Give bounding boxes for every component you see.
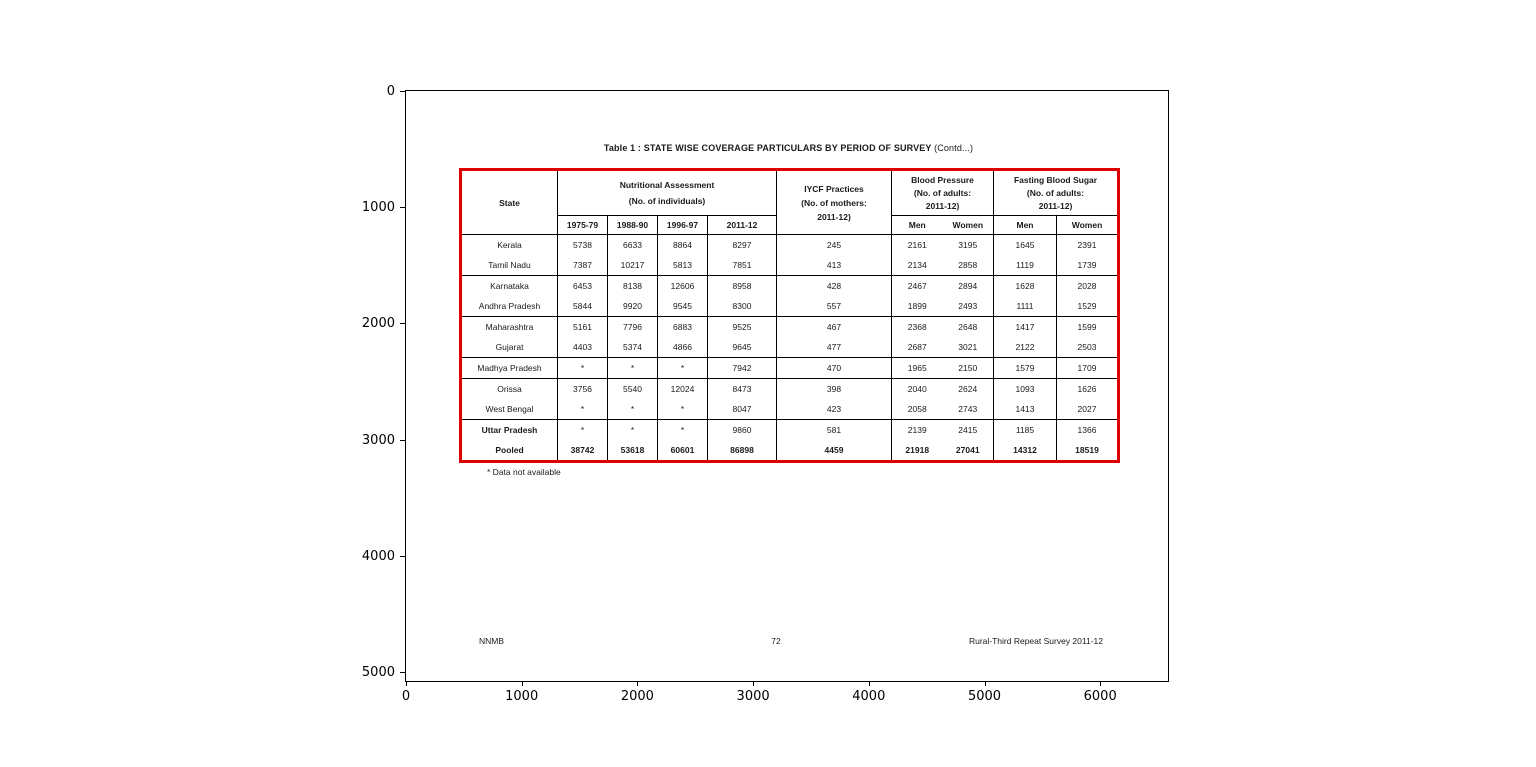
cell-2011-12: 8958 (708, 276, 777, 297)
cell-1975-79: 5161 (558, 317, 608, 338)
y-tick-label: 5000 (361, 665, 395, 680)
cell-bp-women: 3021 (958, 342, 978, 352)
cell-1988-90: 5374 (608, 337, 658, 358)
header-fbs-line2: (No. of adults: (1026, 187, 1085, 198)
cell-state: Karnataka (461, 276, 558, 297)
header-state: State (499, 197, 520, 208)
header-iycf-line1: IYCF Practices (804, 183, 864, 194)
cell-fbs-men: 1185 (994, 420, 1057, 441)
cell-1996-97: 6883 (658, 317, 708, 338)
cell-fbs-women: 2027 (1057, 399, 1119, 420)
cell-1996-97: 60601 (658, 440, 708, 462)
cell-fbs-women: 2028 (1057, 276, 1119, 297)
table-row (461, 379, 1119, 400)
page-title (459, 143, 1118, 153)
cell-iycf: 428 (777, 276, 892, 297)
cell-fbs-women: 1739 (1057, 255, 1119, 276)
cell-bp-women: 3195 (943, 235, 994, 256)
cell-iycf: 557 (777, 296, 892, 317)
table-row (461, 399, 1119, 420)
cell-bp-men: 2040 (892, 379, 943, 400)
cell-1975-79: * (558, 358, 608, 379)
cell-iycf: 4459 (777, 440, 892, 462)
cell-bp-men: 2058 (892, 399, 943, 420)
cell-fbs-women: 1529 (1057, 296, 1119, 317)
table-row (461, 420, 1119, 441)
footer-right: Rural-Third Repeat Survey 2011-12 (968, 636, 1103, 646)
cell-1996-97: 5813 (658, 255, 708, 276)
cell-state: Pooled (495, 445, 524, 455)
cell-bp-women: 2648 (943, 317, 994, 338)
cell-bp-men: 2161 (892, 235, 943, 256)
table-row (461, 358, 1119, 379)
header-year-2011-12: 2011-12 (708, 216, 777, 235)
header-iycf-line3: 2011-12) (817, 211, 851, 222)
cell-1975-79: 4403 (558, 337, 608, 358)
cell-1996-97: 4866 (658, 337, 708, 358)
cell-2011-12: 7851 (708, 255, 777, 276)
cell-fbs-men: 1119 (994, 255, 1057, 276)
cell-state: Kerala (461, 235, 558, 256)
cell-bp-men: 2368 (892, 317, 943, 338)
cell-1996-97: * (658, 399, 708, 420)
cell-1996-97: * (658, 358, 708, 379)
header-na-line2: (No. of individuals) (628, 196, 706, 206)
table-row (461, 296, 1119, 317)
cell-fbs-men: 1579 (994, 358, 1057, 379)
table-row (461, 276, 1119, 297)
cell-1975-79: * (558, 399, 608, 420)
y-tick-label: 1000 (361, 200, 395, 216)
x-tick-label: 6000 (1083, 689, 1117, 704)
cell-iycf: 470 (777, 358, 892, 379)
header-bp-line3: 2011-12) (925, 200, 960, 211)
cell-fbs-women: 1626 (1057, 379, 1119, 400)
cell-state: Uttar Pradesh (461, 420, 558, 441)
cell-1975-79: * (558, 420, 608, 441)
cell-fbs-women: 1599 (1057, 317, 1119, 338)
cell-bp-men: 2139 (892, 420, 943, 441)
cell-fbs-men: 1628 (994, 276, 1057, 297)
cell-1988-90: * (608, 420, 658, 441)
cell-2011-12: 9525 (708, 317, 777, 338)
header-iycf-practices (777, 170, 892, 235)
cell-bp-women: 2415 (943, 420, 994, 441)
cell-iycf: 413 (777, 255, 892, 276)
header-year-1996-97: 1996-97 (658, 216, 708, 235)
cell-fbs-men: 1111 (994, 296, 1057, 317)
cell-1996-97: * (658, 420, 708, 441)
cell-iycf: 467 (777, 317, 892, 338)
cell-fbs-men: 1417 (994, 317, 1057, 338)
page-title-main: Table 1 : STATE WISE COVERAGE PARTICULARS BY PERIOD OF SURVEY (603, 143, 932, 153)
cell-fbs-men: 14312 (994, 440, 1057, 462)
cell-fbs-men: 2122 (994, 337, 1057, 358)
cell-2011-12: 8297 (708, 235, 777, 256)
cell-1988-90: * (608, 358, 658, 379)
x-tick-label: 4000 (852, 689, 886, 704)
y-tick-label: 3000 (361, 432, 395, 448)
cell-bp-women: 2493 (958, 301, 978, 311)
y-tick-label: 4000 (361, 548, 395, 564)
cell-fbs-women: 2391 (1057, 235, 1119, 256)
cell-1996-97: 12024 (658, 379, 708, 400)
cell-1988-90: 9920 (608, 296, 658, 317)
cell-1975-79: 7387 (558, 255, 608, 276)
cell-1988-90: 5540 (608, 379, 658, 400)
cell-bp-women: 2858 (958, 260, 978, 270)
cell-fbs-men: 1093 (994, 379, 1057, 400)
cell-state: West Bengal (485, 404, 534, 414)
page-title-contd: (Contd...) (934, 143, 974, 153)
header-nutritional-assessment (558, 170, 777, 216)
cell-state: Tamil Nadu (488, 260, 531, 270)
cell-iycf: 477 (777, 337, 892, 358)
y-tick-label: 2000 (361, 316, 395, 332)
cell-1996-97: 8864 (658, 235, 708, 256)
header-fbs-men: Men (994, 216, 1057, 235)
y-tick-label: 0 (386, 84, 395, 99)
cell-bp-women: 2624 (943, 379, 994, 400)
cell-2011-12: 9645 (708, 337, 777, 358)
header-na-line1: Nutritional Assessment (619, 180, 715, 190)
cell-2011-12: 7942 (708, 358, 777, 379)
cell-bp-women: 27041 (955, 445, 980, 455)
header-fbs-line1: Fasting Blood Sugar (1013, 174, 1098, 185)
cell-state: Gujarat (495, 342, 524, 352)
coverage-table (459, 168, 1120, 463)
cell-1988-90: 6633 (608, 235, 658, 256)
cell-bp-men: 2467 (892, 276, 943, 297)
cell-2011-12: 86898 (708, 440, 777, 462)
table-row (461, 255, 1119, 276)
cell-bp-men: 2687 (892, 337, 943, 358)
header-bp-line1: Blood Pressure (911, 174, 974, 185)
header-year-1975-79: 1975-79 (558, 216, 608, 235)
cell-iycf: 245 (777, 235, 892, 256)
cell-state: Orissa (461, 379, 558, 400)
x-tick-label: 5000 (967, 689, 1002, 704)
header-bp-line2: (No. of adults: (913, 187, 972, 198)
cell-fbs-women: 2503 (1057, 337, 1119, 358)
cell-1988-90: 53618 (608, 440, 658, 462)
header-fbs-women: Women (1057, 216, 1119, 235)
cell-fbs-women: 1709 (1057, 358, 1119, 379)
footer-left: NNMB (479, 636, 505, 646)
table-row (461, 317, 1119, 338)
header-iycf-line2: (No. of mothers: (801, 197, 867, 208)
cell-bp-men: 21918 (892, 440, 943, 462)
cell-fbs-men: 1645 (994, 235, 1057, 256)
plot-area (405, 90, 1169, 682)
footnote: * Data not available (487, 467, 561, 477)
cell-fbs-men: 1413 (994, 399, 1057, 420)
header-bp-women: Women (943, 216, 994, 235)
header-row-groups (461, 170, 1119, 216)
cell-state: Maharashtra (461, 317, 558, 338)
cell-bp-women: 2894 (943, 276, 994, 297)
cell-1975-79: 38742 (558, 440, 608, 462)
table-row (461, 235, 1119, 256)
cell-1975-79: 5738 (558, 235, 608, 256)
cell-state: Andhra Pradesh (478, 301, 541, 311)
cell-iycf: 581 (777, 420, 892, 441)
table-row (461, 337, 1119, 358)
cell-1996-97: 12606 (658, 276, 708, 297)
x-tick-label: 2000 (620, 689, 654, 704)
cell-1988-90: * (608, 399, 658, 420)
x-tick-label: 3000 (736, 689, 770, 704)
cell-bp-men: 1965 (892, 358, 943, 379)
x-tick-label: 0 (401, 689, 411, 704)
cell-2011-12: 8300 (708, 296, 777, 317)
cell-1988-90: 7796 (608, 317, 658, 338)
cell-fbs-women: 1366 (1057, 420, 1119, 441)
cell-1975-79: 3756 (558, 379, 608, 400)
cell-iycf: 398 (777, 379, 892, 400)
cell-bp-men: 2134 (892, 255, 943, 276)
cell-bp-women: 2743 (958, 404, 978, 414)
cell-1988-90: 8138 (608, 276, 658, 297)
cell-1975-79: 6453 (558, 276, 608, 297)
x-tick-label: 1000 (505, 689, 539, 704)
cell-1996-97: 9545 (658, 296, 708, 317)
cell-iycf: 423 (777, 399, 892, 420)
footer-page-number: 72 (771, 636, 781, 646)
cell-2011-12: 9860 (708, 420, 777, 441)
cell-fbs-women: 18519 (1057, 440, 1119, 462)
table-row (461, 440, 1119, 462)
cell-1975-79: 5844 (558, 296, 608, 317)
header-fbs-line3: 2011-12) (1038, 200, 1073, 211)
header-blood-pressure (892, 170, 994, 216)
cell-state: Madhya Pradesh (461, 358, 558, 379)
header-bp-men: Men (892, 216, 943, 235)
cell-1988-90: 10217 (608, 255, 658, 276)
cell-2011-12: 8047 (708, 399, 777, 420)
cell-bp-women: 2150 (943, 358, 994, 379)
header-fasting-blood-sugar (994, 170, 1119, 216)
cell-bp-men: 1899 (892, 296, 943, 317)
cell-2011-12: 8473 (708, 379, 777, 400)
header-year-1988-90: 1988-90 (608, 216, 658, 235)
